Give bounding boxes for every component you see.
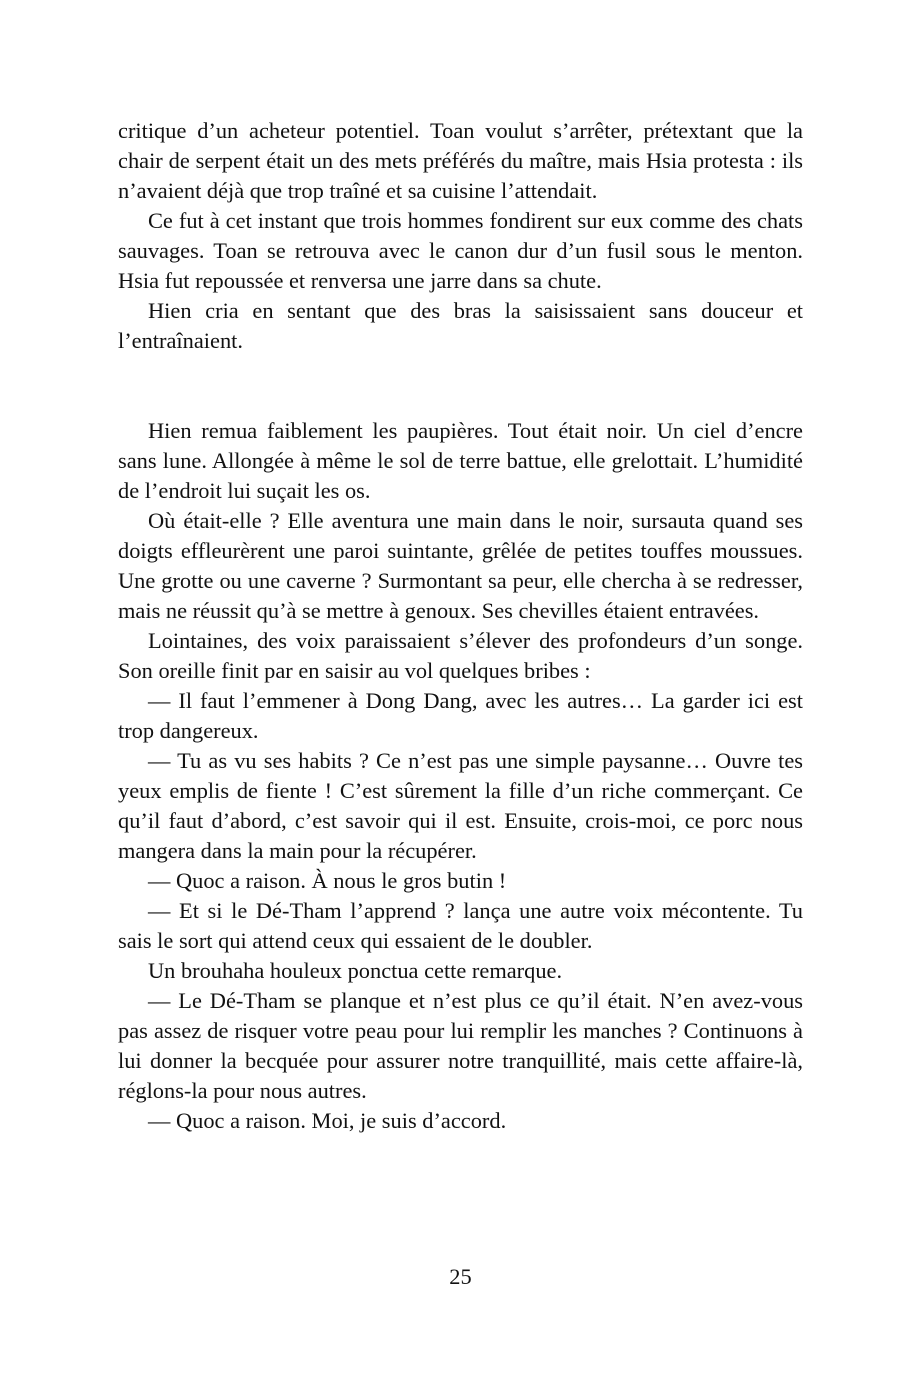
paragraph: Hien cria en sentant que des bras la saisissaient sans douceur et l’entraînaient. [118,298,803,353]
dialogue-line: — Le Dé-Tham se planque et n’est plus ce qu’il était. N’en avez-vous pas assez de risquer votre peau pour lui remplir les manches ? Continuons à lui donner la becquée pour assurer notre tranquillité, mais cette affaire-là, réglons-la pour nous autres. [118,988,803,1103]
paragraph: Où était-elle ? Elle aventura une main dans le noir, sursauta quand ses doigts effleurèrent une paroi suintante, grêlée de petites touffes moussues. Une grotte ou une caverne ? Surmontant sa peur, elle chercha à se redresser, mais ne réussit qu’à se mettre à genoux. Ses chevilles étaient entravées. [118,508,803,623]
paragraph: critique d’un acheteur potentiel. Toan voulut s’arrêter, prétextant que la chair de serpent était un des mets préférés du maître, mais Hsia protesta : ils n’avaient déjà que trop traîné et sa cuisine l’attendait. [118,118,803,203]
dialogue-line: — Et si le Dé-Tham l’apprend ? lança une autre voix mécontente. Tu sais le sort qui attend ceux qui essaient de le doubler. [118,898,803,953]
dialogue-line: — Quoc a raison. Moi, je suis d’accord. [148,1108,507,1133]
paragraph: Lointaines, des voix paraissaient s’élever des profondeurs d’un songe. Son oreille finit par en saisir au vol quelques bribes : [118,628,803,683]
dialogue-line: — Tu as vu ses habits ? Ce n’est pas une simple paysanne… Ouvre tes yeux emplis de fiente ! C’est sûrement la fille d’un riche commerçant. Ce qu’il faut d’abord, c’est savoir qui il est. Ensuite, crois-moi, ce porc nous mangera dans la main pour la récupérer. [118,748,803,863]
page-number: 25 [449,1264,472,1289]
page-body [118,116,803,1136]
dialogue-line: — Quoc a raison. À nous le gros butin ! [148,868,507,893]
dialogue-line: — Il faut l’emmener à Dong Dang, avec les autres… La garder ici est trop dangereux. [118,688,803,743]
section-break [118,356,803,416]
paragraph: Un brouhaha houleux ponctua cette remarque. [148,958,563,983]
paragraph: Hien remua faiblement les paupières. Tout était noir. Un ciel d’encre sans lune. Allongée à même le sol de terre battue, elle grelottait. L’humidité de l’endroit lui suçait les os. [118,418,803,503]
paragraph: Ce fut à cet instant que trois hommes fondirent sur eux comme des chats sauvages. Toan se retrouva avec le canon dur d’un fusil sous le menton. Hsia fut repoussée et renversa une jarre dans sa chute. [118,208,803,293]
